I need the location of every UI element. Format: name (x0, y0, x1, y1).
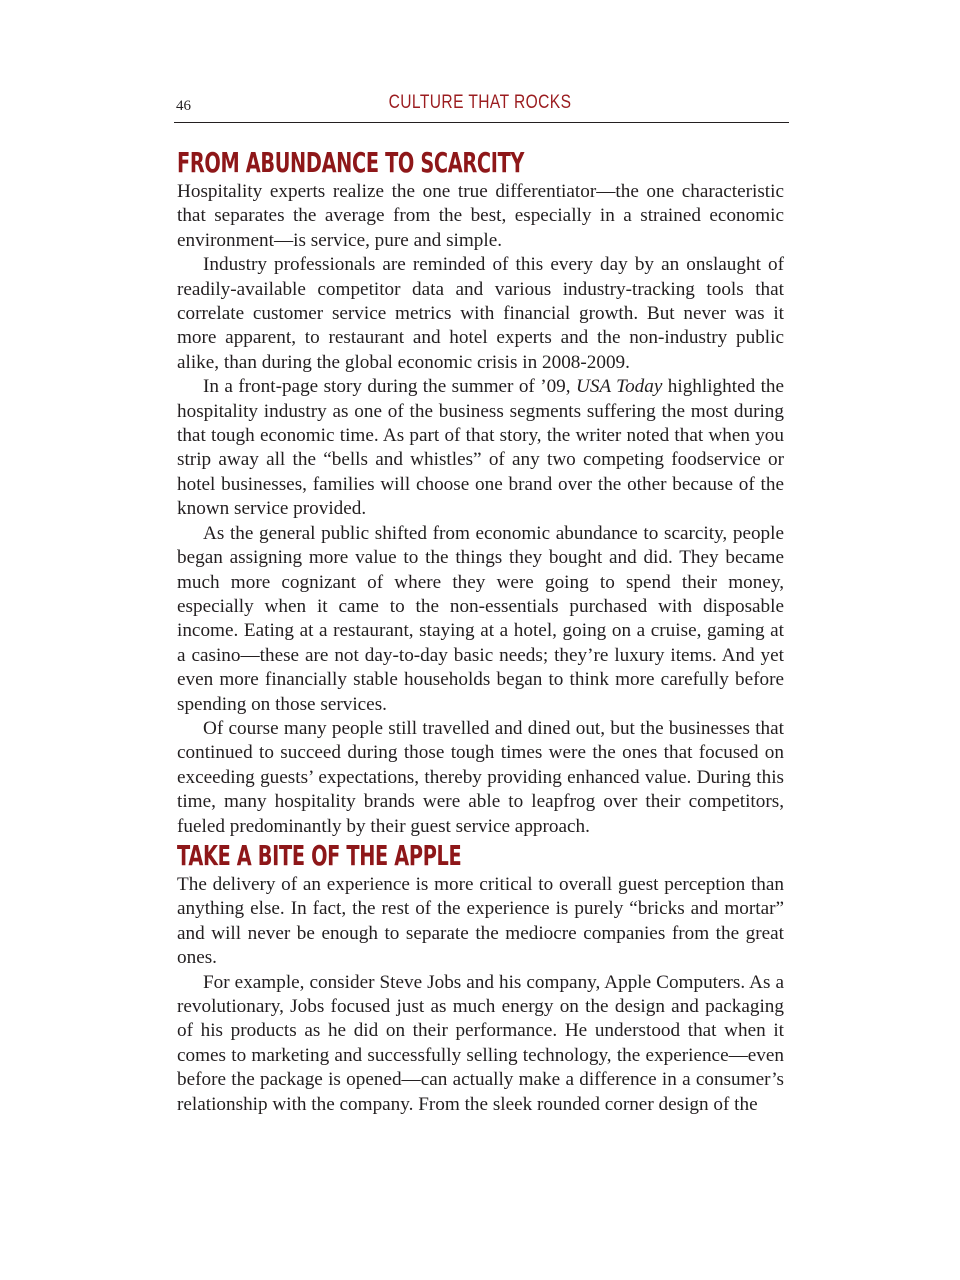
page-number: 46 (176, 98, 191, 114)
section-heading-abundance: FROM ABUNDANCE TO SCARCITY (177, 146, 525, 179)
paragraph-usa-today (177, 375, 784, 521)
paragraph: Industry professionals are reminded of this every day by an onslaught of readily-available competitor data and various industry-tracking tools that correlate customer service metrics with financial growth. But never was it more apparent, to restaurant and hotel experts and the non-industry public alike, than during the global economic crisis in 2008-2009. (177, 254, 784, 373)
paragraph: Of course many people still travelled and dined out, but the businesses that continued to succeed during those tough times were the ones that focused on exceeding guests’ expectations, thereby providing enhanced value. During this time, many hospitality brands were able to leapfrog over their competitors, fueled predominantly by their guest service approach. (177, 717, 784, 837)
paragraph: For example, consider Steve Jobs and his company, Apple Computers. As a revolutionary, Jobs focused just as much energy on the design and packaging of his products as he did on their performance. He understood that when it comes to marketing and successfully selling technology, the experience—even before the package is opened—can actually make a difference in a consumer’s relationship with the company. From the sleek rounded corner design of the (177, 971, 784, 1115)
paragraph: The delivery of an experience is more critical to overall guest perception than anything else. In fact, the rest of the experience is purely “bricks and mortar” and will never be enough to separate the mediocre companies from the great ones. (177, 873, 784, 969)
paragraph-text: highlighted the hospitality industry as one of the business segments suffering the most during that tough economic time. As part of that story, the writer noted that when you strip away all the “bells and whistles” of any two competing foodservice or hotel businesses, families will choose one brand over the other because of the known service provided. (177, 376, 785, 520)
publication-title: USA Today (575, 376, 663, 398)
paragraph: Hospitality experts realize the one true differentiator—the one characteristic that separates the average from the best, especially in a strained economic environment—is service, pure and simple. (177, 181, 784, 251)
section-heading-apple: TAKE A BITE OF THE APPLE (177, 838, 462, 872)
paragraph: As the general public shifted from economic abundance to scarcity, people began assigning more value to the things they bought and did. They became much more cognizant of where they were going to spend their money, especially when it came to the non-essentials purchased with disposable income. Eating at a restaurant, staying at a hotel, going on a cruise, gaming at a casino—these are not day-to-day basic needs; they’re luxury items. And yet even more financially stable households began to think more carefully before spending on those services. (177, 522, 784, 715)
running-head-title: CULTURE THAT ROCKS (388, 92, 572, 113)
page-body (177, 146, 784, 1117)
paragraph-text: In a front-page story during the summer of ’09, (203, 376, 576, 398)
header-rule (174, 122, 789, 123)
